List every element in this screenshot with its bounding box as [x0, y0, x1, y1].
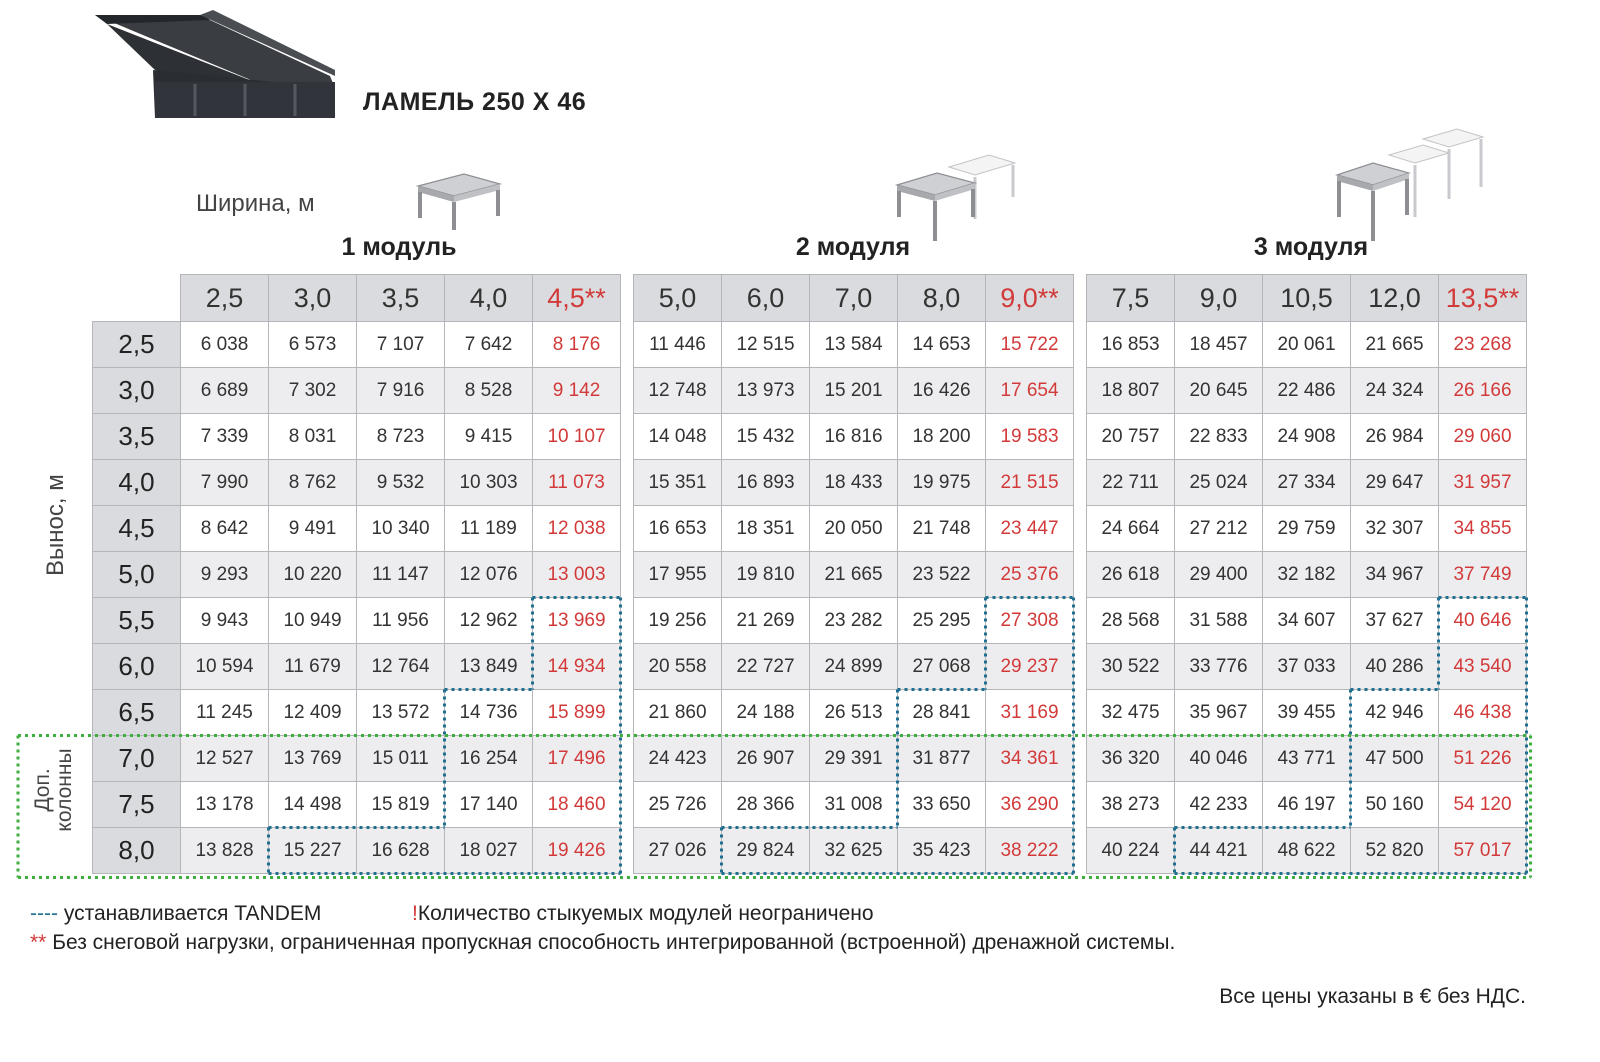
price-cell: 28 366: [722, 782, 810, 828]
price-cell: 22 486: [1263, 368, 1351, 414]
price-cell: 24 423: [634, 736, 722, 782]
price-cell: 15 432: [722, 414, 810, 460]
price-cell: 42 946: [1351, 690, 1439, 736]
column-gap: [1074, 644, 1087, 690]
projection-header: 3,5: [93, 414, 181, 460]
price-cell: 13 584: [810, 322, 898, 368]
width-header: 2,5: [181, 275, 269, 322]
price-cell-no-snow: 15 722: [986, 322, 1074, 368]
price-cell-no-snow: 19 583: [986, 414, 1074, 460]
price-cell: 12 515: [722, 322, 810, 368]
price-cell: 19 256: [634, 598, 722, 644]
table-row: [93, 644, 1527, 690]
price-cell: 40 046: [1175, 736, 1263, 782]
price-cell: 8 762: [269, 460, 357, 506]
price-cell: 29 400: [1175, 552, 1263, 598]
price-cell: 7 339: [181, 414, 269, 460]
price-cell: 10 303: [445, 460, 533, 506]
price-cell: 13 769: [269, 736, 357, 782]
price-cell: 15 351: [634, 460, 722, 506]
price-cell: 15 011: [357, 736, 445, 782]
price-cell: 14 048: [634, 414, 722, 460]
price-cell: 46 197: [1263, 782, 1351, 828]
price-cell: 6 573: [269, 322, 357, 368]
price-cell: 39 455: [1263, 690, 1351, 736]
price-cell-no-snow: 34 361: [986, 736, 1074, 782]
price-cell: 31 008: [810, 782, 898, 828]
price-table: [92, 274, 1527, 874]
price-cell: 21 748: [898, 506, 986, 552]
product-title: ЛАМЕЛЬ 250 Х 46: [363, 88, 587, 116]
price-cell: 28 841: [898, 690, 986, 736]
price-cell: 20 061: [1263, 322, 1351, 368]
price-cell-no-snow: 46 438: [1439, 690, 1527, 736]
price-cell: 50 160: [1351, 782, 1439, 828]
price-cell: 18 027: [445, 828, 533, 874]
price-cell: 31 877: [898, 736, 986, 782]
price-cell: 10 340: [357, 506, 445, 552]
price-cell: 27 212: [1175, 506, 1263, 552]
price-cell-no-snow: 17 496: [533, 736, 621, 782]
column-gap: [621, 414, 634, 460]
module-3-title: 3 модуля: [1253, 233, 1369, 261]
column-gap: [621, 460, 634, 506]
price-cell: 24 908: [1263, 414, 1351, 460]
vat-note: Все цены указаны в € без НДС.: [1219, 985, 1526, 1008]
projection-header: 6,5: [93, 690, 181, 736]
price-cell: 40 286: [1351, 644, 1439, 690]
price-cell: 26 984: [1351, 414, 1439, 460]
column-gap: [1074, 782, 1087, 828]
price-cell: 25 726: [634, 782, 722, 828]
price-cell: 21 860: [634, 690, 722, 736]
price-cell: 11 446: [634, 322, 722, 368]
price-cell: 23 522: [898, 552, 986, 598]
column-gap: [621, 644, 634, 690]
table-row: [93, 414, 1527, 460]
unlimited-symbol: !: [412, 902, 418, 925]
width-header-no-snow: 9,0**: [986, 275, 1074, 322]
price-cell: 7 107: [357, 322, 445, 368]
table-corner: [93, 275, 181, 322]
price-cell-no-snow: 17 654: [986, 368, 1074, 414]
width-header-no-snow: 4,5**: [533, 275, 621, 322]
table-row: [93, 598, 1527, 644]
table-row: [93, 782, 1527, 828]
price-cell: 36 320: [1087, 736, 1175, 782]
table-row: [93, 690, 1527, 736]
price-cell: 12 962: [445, 598, 533, 644]
price-cell: 33 650: [898, 782, 986, 828]
price-cell: 26 907: [722, 736, 810, 782]
price-cell: 22 711: [1087, 460, 1175, 506]
price-cell-no-snow: 54 120: [1439, 782, 1527, 828]
price-cell: 16 893: [722, 460, 810, 506]
price-cell-no-snow: 13 003: [533, 552, 621, 598]
column-gap: [1074, 828, 1087, 874]
price-cell: 12 527: [181, 736, 269, 782]
price-cell: 16 628: [357, 828, 445, 874]
price-cell: 31 588: [1175, 598, 1263, 644]
price-cell: 34 967: [1351, 552, 1439, 598]
price-cell: 16 254: [445, 736, 533, 782]
width-header: 8,0: [898, 275, 986, 322]
unlimited-text: Количество стыкуемых модулей неограничено: [417, 902, 874, 925]
width-header-row: [93, 275, 1527, 322]
price-cell: 29 824: [722, 828, 810, 874]
column-gap: [621, 506, 634, 552]
price-cell: 29 391: [810, 736, 898, 782]
price-cell: 24 664: [1087, 506, 1175, 552]
price-cell: 14 653: [898, 322, 986, 368]
column-gap: [1074, 690, 1087, 736]
width-header: 3,5: [357, 275, 445, 322]
price-cell: 19 975: [898, 460, 986, 506]
snow-symbol: **: [30, 931, 47, 954]
lamella-profile-image: [95, 10, 345, 125]
price-cell: 9 943: [181, 598, 269, 644]
projection-header: 7,0: [93, 736, 181, 782]
projection-header: 2,5: [93, 322, 181, 368]
width-header: 9,0: [1175, 275, 1263, 322]
price-cell: 27 334: [1263, 460, 1351, 506]
price-cell: 20 757: [1087, 414, 1175, 460]
price-cell: 25 295: [898, 598, 986, 644]
price-cell: 9 532: [357, 460, 445, 506]
price-cell: 12 748: [634, 368, 722, 414]
price-cell-no-snow: 15 899: [533, 690, 621, 736]
price-cell: 16 426: [898, 368, 986, 414]
price-cell: 20 558: [634, 644, 722, 690]
price-cell-no-snow: 27 308: [986, 598, 1074, 644]
projection-header: 7,5: [93, 782, 181, 828]
projection-header: 5,0: [93, 552, 181, 598]
pergola-1-module-icon: [414, 172, 504, 232]
price-cell-no-snow: 51 226: [1439, 736, 1527, 782]
price-cell: 42 233: [1175, 782, 1263, 828]
snow-text: Без снеговой нагрузки, ограниченная пропускная способность интегрированной (встроенной) дренажной системы.: [46, 931, 1176, 954]
width-header: 7,0: [810, 275, 898, 322]
table-row: [93, 460, 1527, 506]
tandem-symbol: ----: [30, 902, 58, 925]
price-cell-no-snow: 37 749: [1439, 552, 1527, 598]
pergola-2-modules-icon: [893, 145, 1018, 245]
projection-header: 3,0: [93, 368, 181, 414]
price-cell: 11 956: [357, 598, 445, 644]
price-cell: 7 916: [357, 368, 445, 414]
price-cell: 6 689: [181, 368, 269, 414]
price-cell: 24 324: [1351, 368, 1439, 414]
price-cell: 18 433: [810, 460, 898, 506]
column-gap: [1074, 368, 1087, 414]
extra-columns-label-line2: колонны: [53, 748, 76, 832]
price-cell: 12 409: [269, 690, 357, 736]
price-cell: 6 038: [181, 322, 269, 368]
column-gap: [1074, 460, 1087, 506]
price-cell: 8 528: [445, 368, 533, 414]
price-cell: 19 810: [722, 552, 810, 598]
price-cell: 24 899: [810, 644, 898, 690]
width-header: 5,0: [634, 275, 722, 322]
price-cell: 13 973: [722, 368, 810, 414]
price-cell: 48 622: [1263, 828, 1351, 874]
price-cell: 17 140: [445, 782, 533, 828]
price-cell: 35 423: [898, 828, 986, 874]
price-cell: 32 182: [1263, 552, 1351, 598]
price-cell: 27 068: [898, 644, 986, 690]
column-gap: [621, 782, 634, 828]
price-cell: 18 807: [1087, 368, 1175, 414]
price-cell: 52 820: [1351, 828, 1439, 874]
projection-label: Вынос, м: [42, 474, 69, 576]
width-label: Ширина, м: [196, 190, 315, 217]
price-cell: 12 076: [445, 552, 533, 598]
price-cell: 44 421: [1175, 828, 1263, 874]
column-gap: [1074, 275, 1087, 322]
price-cell-no-snow: 21 515: [986, 460, 1074, 506]
price-cell-no-snow: 23 447: [986, 506, 1074, 552]
price-cell: 14 736: [445, 690, 533, 736]
price-cell: 40 224: [1087, 828, 1175, 874]
price-cell: 28 568: [1087, 598, 1175, 644]
price-cell: 20 050: [810, 506, 898, 552]
extra-columns-label: [32, 730, 76, 850]
column-gap: [1074, 506, 1087, 552]
price-cell: 37 033: [1263, 644, 1351, 690]
price-cell-no-snow: 11 073: [533, 460, 621, 506]
price-cell-no-snow: 10 107: [533, 414, 621, 460]
price-cell: 10 220: [269, 552, 357, 598]
table-row: [93, 552, 1527, 598]
price-cell: 29 647: [1351, 460, 1439, 506]
price-cell-no-snow: 31 957: [1439, 460, 1527, 506]
price-cell: 9 415: [445, 414, 533, 460]
price-cell-no-snow: 31 169: [986, 690, 1074, 736]
price-cell: 25 024: [1175, 460, 1263, 506]
price-cell-no-snow: 19 426: [533, 828, 621, 874]
price-cell-no-snow: 36 290: [986, 782, 1074, 828]
width-header: 4,0: [445, 275, 533, 322]
price-cell: 8 031: [269, 414, 357, 460]
price-cell: 13 572: [357, 690, 445, 736]
price-cell: 7 302: [269, 368, 357, 414]
column-gap: [621, 368, 634, 414]
price-cell: 27 026: [634, 828, 722, 874]
price-cell: 14 498: [269, 782, 357, 828]
price-cell: 18 200: [898, 414, 986, 460]
column-gap: [621, 828, 634, 874]
price-cell-no-snow: 8 176: [533, 322, 621, 368]
price-cell: 15 201: [810, 368, 898, 414]
price-cell: 29 759: [1263, 506, 1351, 552]
price-cell: 30 522: [1087, 644, 1175, 690]
pergola-3-modules-icon: [1333, 125, 1488, 245]
price-cell: 20 645: [1175, 368, 1263, 414]
price-cell: 24 188: [722, 690, 810, 736]
price-cell: 37 627: [1351, 598, 1439, 644]
price-cell: 21 665: [1351, 322, 1439, 368]
extra-columns-label-line1: Доп.: [31, 768, 54, 812]
price-cell: 47 500: [1351, 736, 1439, 782]
width-header: 7,5: [1087, 275, 1175, 322]
price-cell: 7 990: [181, 460, 269, 506]
module-1-title: 1 модуль: [341, 233, 457, 261]
price-cell: 8 642: [181, 506, 269, 552]
price-cell-no-snow: 57 017: [1439, 828, 1527, 874]
width-header: 10,5: [1263, 275, 1351, 322]
width-header: 12,0: [1351, 275, 1439, 322]
price-cell: 18 351: [722, 506, 810, 552]
column-gap: [1074, 598, 1087, 644]
price-cell-no-snow: 23 268: [1439, 322, 1527, 368]
snow-note: [30, 931, 1175, 960]
column-gap: [1074, 414, 1087, 460]
price-cell: 11 679: [269, 644, 357, 690]
column-gap: [621, 552, 634, 598]
price-cell: 11 245: [181, 690, 269, 736]
price-cell: 7 642: [445, 322, 533, 368]
price-cell-no-snow: 9 142: [533, 368, 621, 414]
column-gap: [621, 690, 634, 736]
table-row: [93, 506, 1527, 552]
price-cell-no-snow: 26 166: [1439, 368, 1527, 414]
price-cell-no-snow: 29 060: [1439, 414, 1527, 460]
price-cell: 33 776: [1175, 644, 1263, 690]
column-gap: [621, 598, 634, 644]
price-cell: 13 849: [445, 644, 533, 690]
price-cell: 13 828: [181, 828, 269, 874]
width-header: 3,0: [269, 275, 357, 322]
price-cell-no-snow: 43 540: [1439, 644, 1527, 690]
price-cell-no-snow: 40 646: [1439, 598, 1527, 644]
price-cell: 21 269: [722, 598, 810, 644]
price-cell: 35 967: [1175, 690, 1263, 736]
price-cell: 8 723: [357, 414, 445, 460]
width-header: 6,0: [722, 275, 810, 322]
price-cell: 38 273: [1087, 782, 1175, 828]
price-cell: 22 833: [1175, 414, 1263, 460]
price-cell-no-snow: 18 460: [533, 782, 621, 828]
projection-header: 4,0: [93, 460, 181, 506]
price-cell: 11 189: [445, 506, 533, 552]
price-cell: 43 771: [1263, 736, 1351, 782]
price-cell: 16 816: [810, 414, 898, 460]
price-cell: 15 819: [357, 782, 445, 828]
column-gap: [621, 736, 634, 782]
table-row: [93, 736, 1527, 782]
price-cell-no-snow: 25 376: [986, 552, 1074, 598]
column-gap: [1074, 552, 1087, 598]
price-cell: 10 594: [181, 644, 269, 690]
column-gap: [1074, 322, 1087, 368]
column-gap: [621, 322, 634, 368]
price-cell: 17 955: [634, 552, 722, 598]
module-2-title: 2 модуля: [795, 233, 911, 261]
projection-header: 5,5: [93, 598, 181, 644]
price-cell: 13 178: [181, 782, 269, 828]
price-cell-no-snow: 12 038: [533, 506, 621, 552]
table-row: [93, 368, 1527, 414]
price-cell: 32 625: [810, 828, 898, 874]
price-cell: 12 764: [357, 644, 445, 690]
price-cell: 16 653: [634, 506, 722, 552]
price-cell: 18 457: [1175, 322, 1263, 368]
price-cell: 11 147: [357, 552, 445, 598]
table-row: [93, 828, 1527, 874]
projection-header: 4,5: [93, 506, 181, 552]
price-cell: 26 618: [1087, 552, 1175, 598]
column-gap: [621, 275, 634, 322]
price-cell: 32 307: [1351, 506, 1439, 552]
unlimited-note: [412, 902, 874, 926]
price-cell: 23 282: [810, 598, 898, 644]
price-cell: 34 607: [1263, 598, 1351, 644]
price-cell-no-snow: 34 855: [1439, 506, 1527, 552]
price-cell-no-snow: 13 969: [533, 598, 621, 644]
width-header-no-snow: 13,5**: [1439, 275, 1527, 322]
price-cell: 22 727: [722, 644, 810, 690]
tandem-text: устанавливается TANDEM: [57, 902, 322, 925]
price-cell: 21 665: [810, 552, 898, 598]
price-cell-no-snow: 38 222: [986, 828, 1074, 874]
price-cell: 15 227: [269, 828, 357, 874]
projection-header: 8,0: [93, 828, 181, 874]
projection-header: 6,0: [93, 644, 181, 690]
price-cell: 16 853: [1087, 322, 1175, 368]
table-row: [93, 322, 1527, 368]
price-cell: 26 513: [810, 690, 898, 736]
price-cell-no-snow: 29 237: [986, 644, 1074, 690]
price-cell-no-snow: 14 934: [533, 644, 621, 690]
price-cell: 10 949: [269, 598, 357, 644]
column-gap: [1074, 736, 1087, 782]
price-cell: 32 475: [1087, 690, 1175, 736]
price-cell: 9 491: [269, 506, 357, 552]
price-cell: 9 293: [181, 552, 269, 598]
